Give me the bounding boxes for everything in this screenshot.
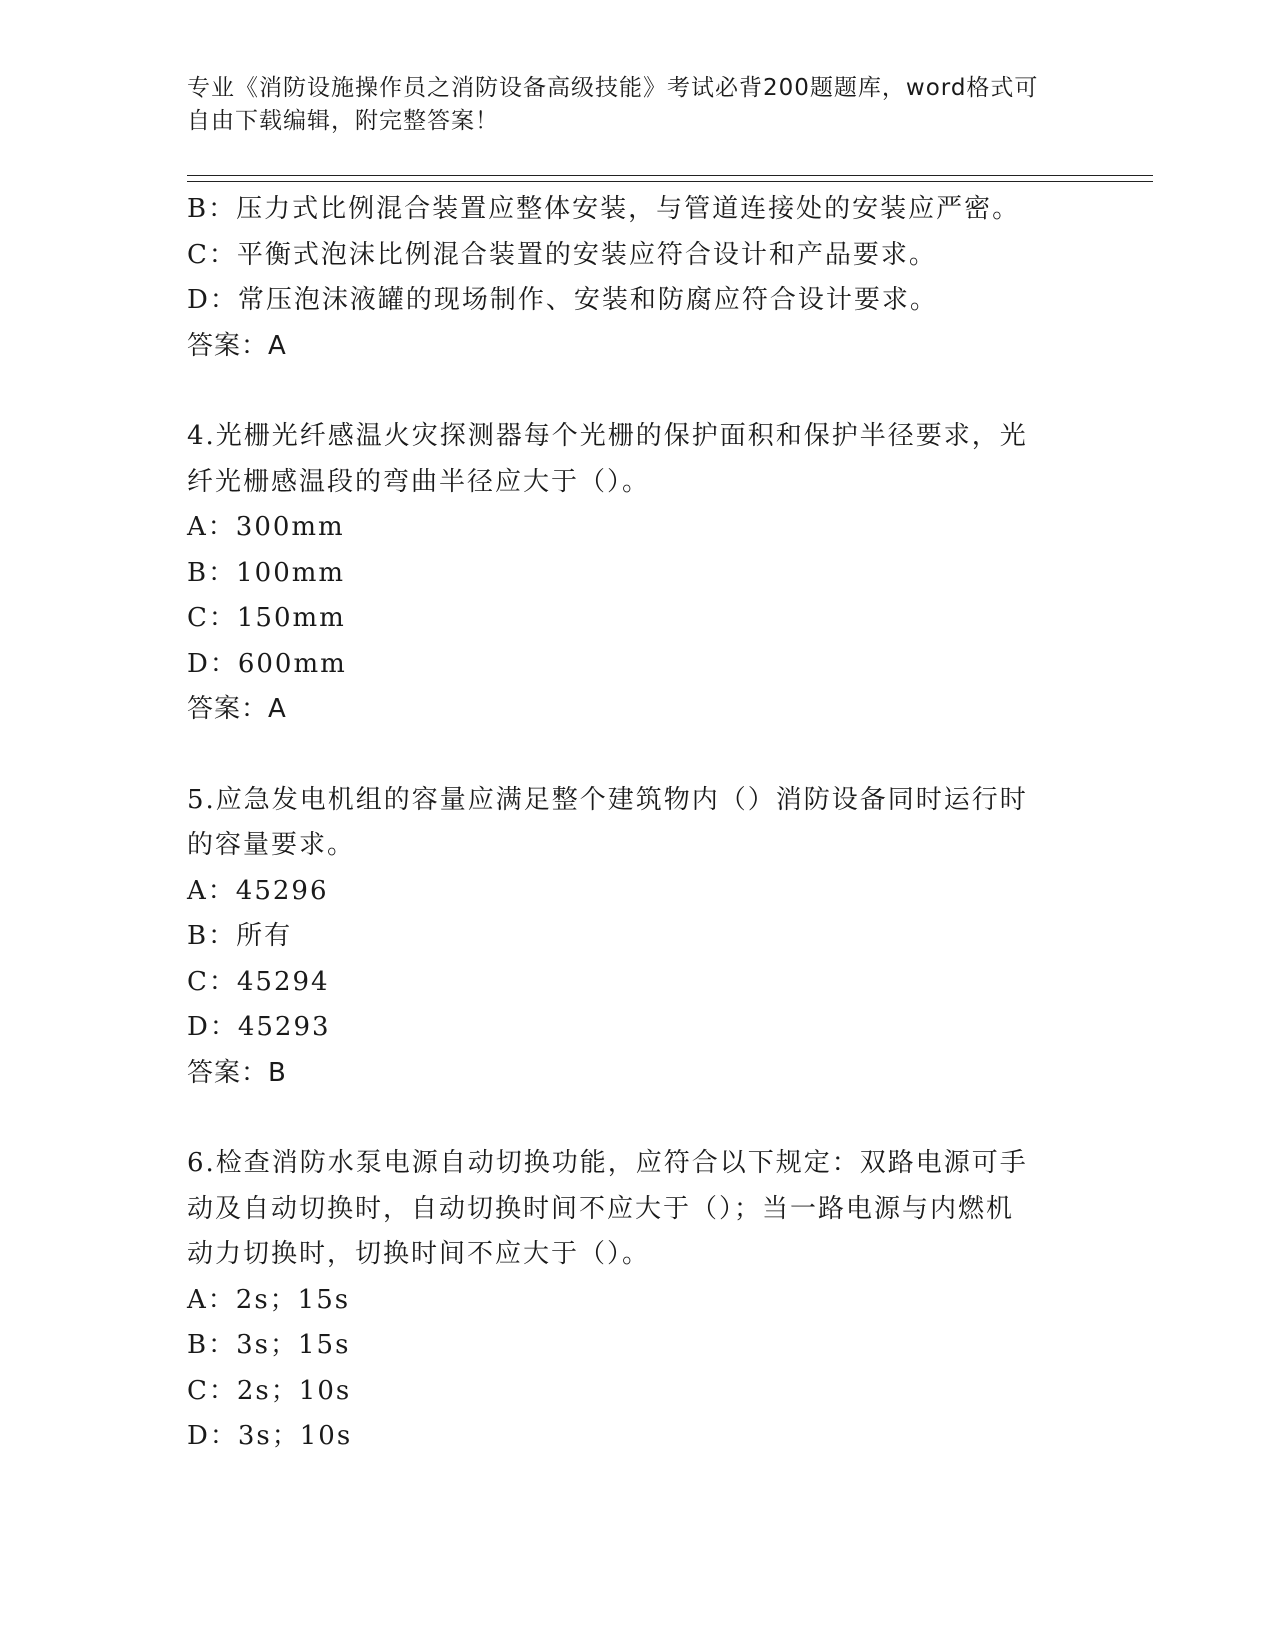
question-text-line: 4.光栅光纤感温火灾探测器每个光栅的保护面积和保护半径要求，光: [187, 421, 1028, 451]
option-d: D：600mm: [187, 648, 347, 679]
question-text-line: 动力切换时，切换时间不应大于（）。: [187, 1239, 651, 1269]
answer: 答案：B: [187, 1057, 287, 1088]
question-text-line: 5.应急发电机组的容量应满足整个建筑物内（）消防设备同时运行时: [187, 784, 1028, 815]
option-b: B：3s；15s: [187, 1330, 351, 1360]
option-d: D：45293: [187, 1012, 331, 1042]
option-a: A：300mm: [187, 512, 345, 542]
option-b: B：压力式比例混合装置应整体安装，与管道连接处的安装应严密。: [187, 194, 1021, 224]
spacer: [187, 369, 1067, 414]
question-content: [187, 187, 1067, 1460]
spacer: [187, 733, 1067, 778]
header-divider-bottom: [187, 181, 1153, 182]
question-text-line: 动及自动切换时，自动切换时间不应大于（）；当一路电源与内燃机: [187, 1193, 1015, 1224]
question-text-line: 6.检查消防水泵电源自动切换功能，应符合以下规定：双路电源可手: [187, 1148, 1028, 1178]
option-c: C：2s；10s: [187, 1375, 352, 1406]
question-4: [187, 414, 1067, 733]
option-c: C：45294: [187, 966, 330, 997]
question-5: [187, 778, 1067, 1097]
option-b: B：100mm: [187, 557, 346, 588]
option-a: A：45296: [187, 875, 329, 906]
question-text-line: 纤光栅感温段的弯曲半径应大于（）。: [187, 466, 651, 497]
option-b: B：所有: [187, 921, 293, 951]
document-header: [187, 72, 1067, 138]
header-line-2: 自由下载编辑，附完整答案！: [187, 108, 499, 134]
question-text-line: 的容量要求。: [187, 830, 356, 860]
header-divider-top: [187, 175, 1153, 176]
spacer: [187, 1096, 1067, 1141]
header-line-1: 专业《消防设施操作员之消防设备高级技能》考试必背200题题库，word格式可: [187, 75, 1039, 101]
question-6: [187, 1141, 1067, 1460]
option-a: A：2s；15s: [187, 1284, 351, 1315]
option-d: D：常压泡沫液罐的现场制作、安装和防腐应符合设计要求。: [187, 285, 938, 315]
answer: 答案：A: [187, 694, 287, 724]
answer: 答案：A: [187, 330, 287, 361]
option-c: C：150mm: [187, 603, 346, 633]
question-3: [187, 187, 1067, 369]
option-d: D：3s；10s: [187, 1421, 353, 1451]
option-c: C：平衡式泡沫比例混合装置的安装应符合设计和产品要求。: [187, 239, 937, 270]
